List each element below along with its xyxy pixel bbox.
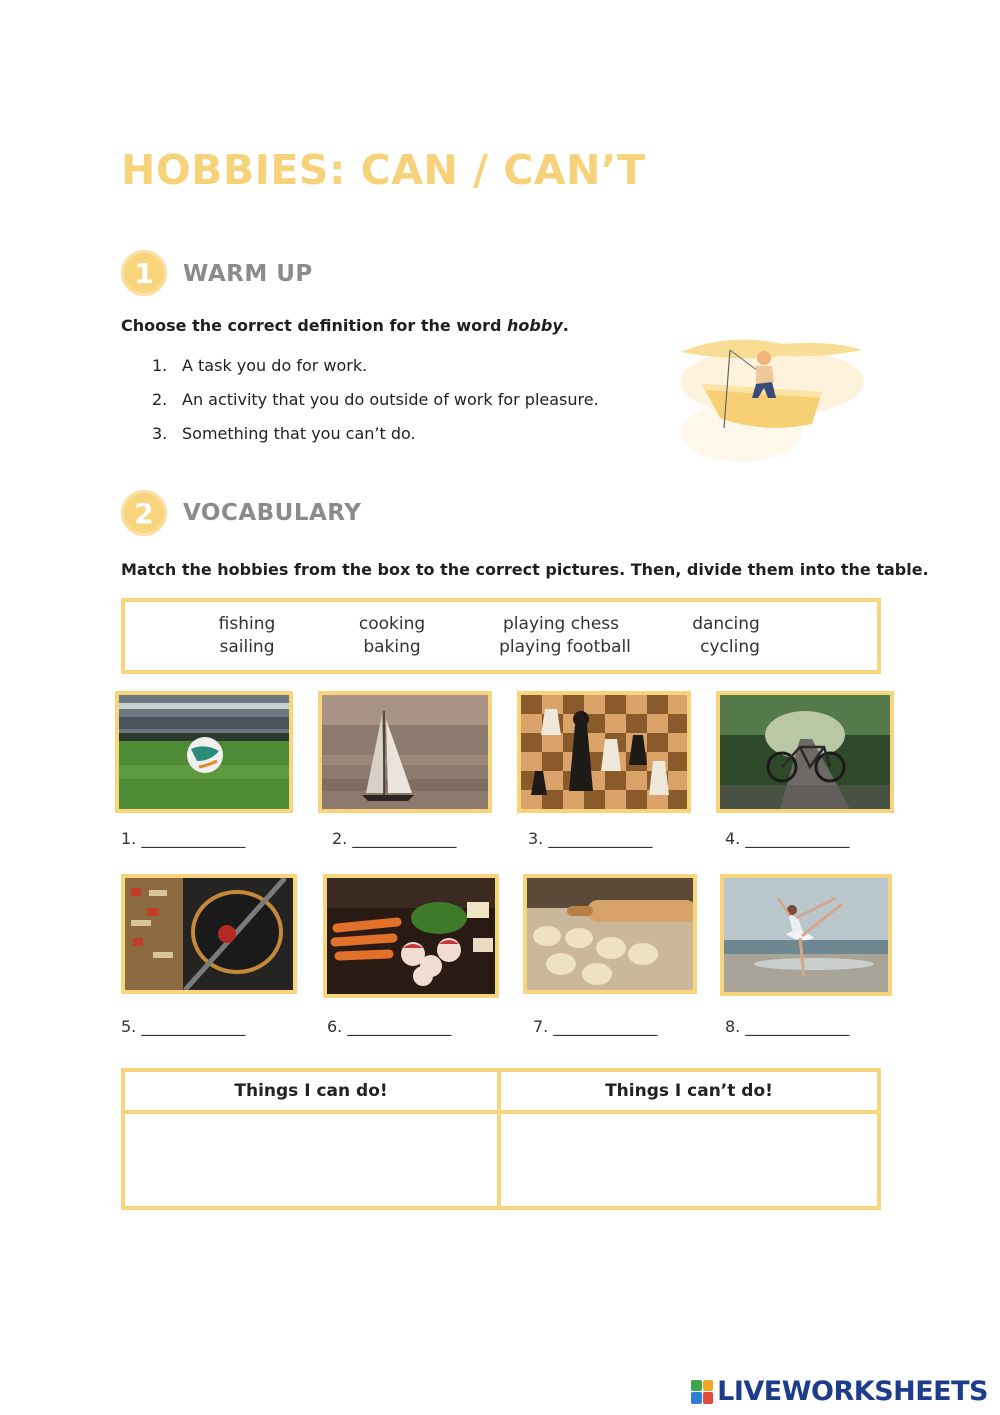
cant-do-cell[interactable]	[501, 1114, 877, 1206]
word-item[interactable]: sailing	[219, 637, 275, 657]
liveworksheets-logo[interactable]	[691, 1376, 988, 1407]
definition-option[interactable]: 3. Something that you can’t do.	[152, 424, 416, 443]
answer-blank[interactable]: 2. _____________	[332, 829, 457, 848]
word-box	[121, 598, 881, 674]
answer-blank[interactable]: 4. _____________	[725, 829, 850, 848]
dancing-picture	[720, 874, 892, 996]
logo-icon	[691, 1380, 713, 1404]
word-item[interactable]: cycling	[700, 637, 760, 657]
cycling-picture	[716, 691, 894, 813]
definition-option[interactable]: 1. A task you do for work.	[152, 356, 368, 375]
sailing-picture	[318, 691, 492, 813]
word-item[interactable]: dancing	[692, 614, 760, 634]
word-item[interactable]: playing chess	[503, 614, 619, 634]
football-picture	[115, 691, 293, 813]
word-item[interactable]: fishing	[218, 614, 276, 634]
section-number-badge: 2	[121, 490, 167, 536]
can-cant-table	[121, 1068, 881, 1210]
answer-blank[interactable]: 3. _____________	[528, 829, 653, 848]
chess-picture	[517, 691, 691, 813]
word-item[interactable]: cooking	[358, 614, 426, 634]
page-title: HOBBIES: CAN / CAN’T	[121, 146, 646, 194]
section-heading: WARM UP	[183, 261, 313, 287]
word-item[interactable]: playing football	[499, 637, 631, 657]
cooking-picture	[323, 874, 499, 998]
answer-blank[interactable]: 6. _____________	[327, 1017, 452, 1036]
baking-picture	[523, 874, 697, 994]
vocabulary-instruction: Match the hobbies from the box to the correct pictures. Then, divide them into the table.	[121, 560, 929, 579]
section-number-badge: 1	[121, 250, 167, 296]
answer-blank[interactable]: 5. _____________	[121, 1017, 246, 1036]
fisherman-boat-illustration	[672, 322, 868, 468]
table-header-can: Things I can do!	[125, 1072, 501, 1114]
definition-option[interactable]: 2. An activity that you do outside of work for pleasure.	[152, 390, 599, 409]
warmup-instruction: Choose the correct definition for the word hobby.	[121, 316, 569, 335]
answer-blank[interactable]: 7. _____________	[533, 1017, 658, 1036]
word-item[interactable]: baking	[363, 637, 421, 657]
can-do-cell[interactable]	[125, 1114, 501, 1206]
answer-blank[interactable]: 8. _____________	[725, 1017, 850, 1036]
logo-text: LIVEWORKSHEETS	[717, 1376, 988, 1407]
table-header-cant: Things I can’t do!	[501, 1072, 877, 1114]
section-heading: VOCABULARY	[183, 500, 362, 526]
fishing-picture	[121, 874, 297, 994]
answer-blank[interactable]: 1. _____________	[121, 829, 246, 848]
